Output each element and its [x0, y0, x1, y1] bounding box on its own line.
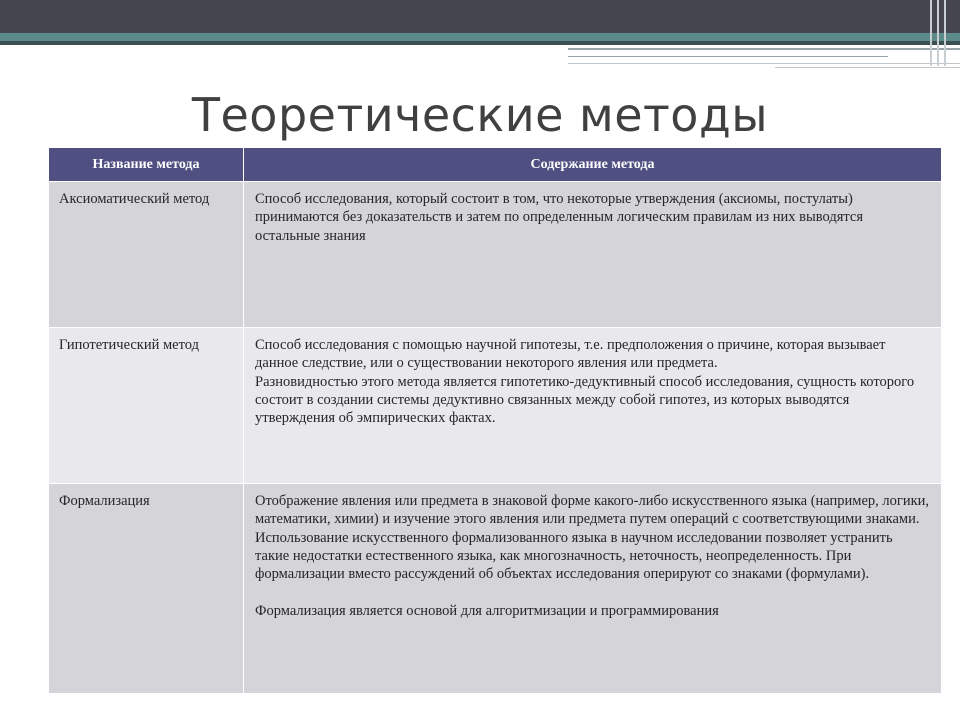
top-decor-stripe-dark — [0, 41, 960, 45]
decor-line — [568, 48, 960, 50]
decor-vline — [930, 0, 932, 66]
table-row — [49, 484, 942, 694]
method-content-cell: Способ исследования с помощью научной гипотезы, т.е. предположения о причине, которая вызывает данное следствие, или о существовании некоторого явления или предмета. Разновидностью этого метода является гипотетико-дедуктивный способ исследования, сущность которого состоит в создании системы дедуктивно связанных между собой гипотез, из которых выводятся утверждения об эмпирических фактах. — [244, 328, 942, 484]
table-row — [49, 182, 942, 328]
top-decor-stripe — [0, 33, 960, 41]
table-header-row — [49, 148, 942, 182]
method-content-cell: Способ исследования, который состоит в том, что некоторые утверждения (аксиомы, постулаты) принимаются без доказательств и затем по определенным логическим правилам из них выводятся остальные знания — [244, 182, 942, 328]
decor-vline — [944, 0, 946, 66]
slide-title: Теоретические методы — [191, 88, 769, 142]
header-method-content: Содержание метода — [244, 148, 942, 182]
top-decor-bar — [0, 0, 960, 33]
decor-line — [568, 56, 888, 57]
header-method-name: Название метода — [49, 148, 244, 182]
methods-table — [48, 147, 942, 694]
decor-line — [568, 63, 960, 64]
table-row — [49, 328, 942, 484]
decor-vline — [937, 0, 939, 66]
method-content-cell: Отображение явления или предмета в знаковой форме какого-либо искусственного языка (например, логики, математики, химии) и изучение этого явления или предмета путем операций с соответствующими знаками. Использование искусственного формализованного языка в научном исследовании позволяет устранить такие недостатки естественного языка, как многозначность, неточность, неопределенность. При формализации вместо рассуждений об объектах исследования оперируют со знаками (формулами). Формализация является основой для алгоритмизации и программирования — [244, 484, 942, 694]
method-name-cell: Формализация — [49, 484, 244, 694]
method-name-cell: Аксиоматический метод — [49, 182, 244, 328]
decor-line — [775, 67, 960, 68]
method-name-cell: Гипотетический метод — [49, 328, 244, 484]
